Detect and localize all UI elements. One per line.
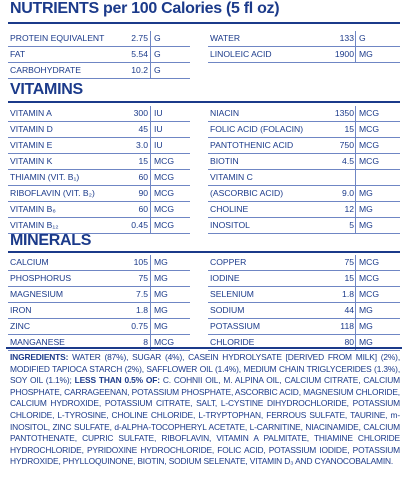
nutrient-name: (ASCORBIC ACID) <box>210 188 284 198</box>
nutrient-value: 75 <box>138 273 148 283</box>
nutrient-value: 1.8 <box>136 305 148 315</box>
nutrient-unit: MG <box>359 220 373 230</box>
nutrient-value: 5 <box>349 220 354 230</box>
nutrient-name: VITAMIN E <box>10 140 53 150</box>
nutrient-name: MAGNESIUM <box>10 289 63 299</box>
vitamins-heading <box>10 81 83 99</box>
nutrient-value: 1900 <box>334 49 354 59</box>
nutrient-row <box>208 47 400 63</box>
nutrient-unit: MCG <box>359 140 380 150</box>
nutrient-row <box>208 202 400 218</box>
nutrient-name: SELENIUM <box>210 289 254 299</box>
nutrient-row <box>8 202 190 218</box>
nutrient-row <box>8 63 190 79</box>
nutrient-unit: G <box>154 65 161 75</box>
nutrient-unit: G <box>154 49 161 59</box>
nutrient-row <box>208 138 400 154</box>
nutrient-value: 12 <box>344 204 354 214</box>
column-separator <box>355 31 356 63</box>
nutrient-row <box>8 319 190 335</box>
ingredients-label: INGREDIENTS: <box>10 352 69 362</box>
nutrient-unit: MCG <box>154 156 175 166</box>
nutrient-name: CHOLINE <box>210 204 249 214</box>
column-separator <box>355 106 356 234</box>
nutrient-unit: MCG <box>154 188 175 198</box>
nutrient-name: LINOLEIC ACID <box>210 49 272 59</box>
nutrient-name: NIACIN <box>210 108 240 118</box>
nutrient-unit: MG <box>359 305 373 315</box>
nutrient-row <box>8 255 190 271</box>
nutrient-value: 90 <box>138 188 148 198</box>
nutrient-value: 15 <box>344 273 354 283</box>
nutrient-name: COPPER <box>210 257 247 267</box>
nutrient-value: 10.2 <box>131 65 148 75</box>
nutrient-unit: MCG <box>359 289 380 299</box>
nutrient-row <box>8 122 190 138</box>
nutrient-row <box>208 106 400 122</box>
nutrient-name: IRON <box>10 305 32 315</box>
nutrient-value: 1.8 <box>342 289 354 299</box>
nutrient-value: 1350 <box>334 108 354 118</box>
nutrient-unit: MG <box>154 321 168 331</box>
nutrient-unit: MCG <box>359 108 380 118</box>
column-separator <box>150 31 151 79</box>
nutrient-unit: MCG <box>359 273 380 283</box>
nutrient-unit: MCG <box>359 156 380 166</box>
nutrient-row <box>208 303 400 319</box>
nutrient-unit: MG <box>359 204 373 214</box>
nutrient-unit: G <box>359 33 366 43</box>
nutrient-row <box>8 138 190 154</box>
nutrient-row <box>8 303 190 319</box>
minerals-left-table <box>8 255 190 351</box>
nutrient-unit: MG <box>154 273 168 283</box>
nutrient-value: 44 <box>344 305 354 315</box>
nutrient-row <box>8 31 190 47</box>
nutrient-row <box>208 170 400 186</box>
nutrient-name: SODIUM <box>210 305 245 315</box>
nutrient-name: MANGANESE <box>10 337 65 347</box>
nutrient-value: 15 <box>344 124 354 134</box>
nutrient-name: VITAMIN D <box>10 124 53 134</box>
nutrient-name: ZINC <box>10 321 31 331</box>
nutrient-row <box>208 287 400 303</box>
nutrient-unit: MG <box>359 188 373 198</box>
vitamins-title: VITAMINS <box>10 81 83 98</box>
nutrient-name: FAT <box>10 49 26 59</box>
nutrient-value: 2.75 <box>131 33 148 43</box>
nutrient-unit: G <box>154 33 161 43</box>
nutrient-unit: MCG <box>154 337 175 347</box>
nutrient-value: 9.0 <box>342 188 354 198</box>
nutrient-row <box>208 122 400 138</box>
column-separator <box>355 255 356 351</box>
nutrient-value: 133 <box>339 33 354 43</box>
nutrients-subtitle: per 100 Calories (5 fl oz) <box>103 0 280 17</box>
nutrient-row <box>208 255 400 271</box>
nutrient-name: PANTOTHENIC ACID <box>210 140 294 150</box>
nutrients-title: NUTRIENTS <box>10 0 99 17</box>
nutrient-name: INOSITOL <box>210 220 250 230</box>
nutrient-name: FOLIC ACID (FOLACIN) <box>210 124 304 134</box>
nutrient-value: 60 <box>138 204 148 214</box>
minerals-title: MINERALS <box>10 232 92 249</box>
nutrient-row <box>208 319 400 335</box>
nutrient-name: VITAMIN A <box>10 108 52 118</box>
nutrient-value: 80 <box>344 337 354 347</box>
nutrient-name: VITAMIN C <box>210 172 253 182</box>
nutrient-value: 750 <box>339 140 354 150</box>
nutrient-name: THIAMIN (VIT. B₁) <box>10 172 80 182</box>
ingredients-less-than: LESS THAN 0.5% OF: <box>74 375 160 386</box>
nutrient-name: BIOTIN <box>210 156 239 166</box>
nutrient-unit: IU <box>154 108 163 118</box>
nutrient-row <box>8 170 190 186</box>
nutrient-value: 0.45 <box>131 220 148 230</box>
nutrient-row <box>208 271 400 287</box>
nutrient-unit: IU <box>154 140 163 150</box>
nutrient-unit: MCG <box>359 124 380 134</box>
vitamins-left-table <box>8 106 190 234</box>
minerals-heading <box>10 232 91 250</box>
nutrient-name: CARBOHYDRATE <box>10 65 81 75</box>
nutrient-row <box>8 271 190 287</box>
nutrient-value: 5.54 <box>131 49 148 59</box>
nutrients-heading <box>10 0 279 18</box>
nutrient-row <box>208 218 400 234</box>
nutrient-value: 15 <box>138 156 148 166</box>
nutrient-name: VITAMIN K <box>10 156 53 166</box>
ingredients-text-main: WATER (87%), SUGAR (4%), CASEIN HYDROLYSATE [DERIVED FROM MILK] (2%), MODIFIED TAPIOCA STARCH (2%), SAFFLOWER OIL (1.4%), MEDIUM CHAIN TRIGLYCERIDES (1.3%), SOY OIL (1.1%); <box>10 352 400 386</box>
nutrient-value: 75 <box>344 257 354 267</box>
nutrient-unit: MG <box>359 337 373 347</box>
nutrient-value: 0.75 <box>131 321 148 331</box>
nutrient-row <box>208 31 400 47</box>
nutrient-unit: MG <box>154 289 168 299</box>
nutrient-row <box>8 287 190 303</box>
nutrient-row <box>8 106 190 122</box>
nutrient-row <box>208 154 400 170</box>
nutrient-row <box>208 186 400 202</box>
nutrient-unit: MCG <box>359 257 380 267</box>
nutrient-unit: MCG <box>154 204 175 214</box>
nutrient-value: 60 <box>138 172 148 182</box>
nutrient-unit: MG <box>359 321 373 331</box>
nutrient-unit: MCG <box>154 220 175 230</box>
nutrient-name: CHLORIDE <box>210 337 255 347</box>
nutrient-unit: MG <box>359 49 373 59</box>
nutrient-name: POTASSIUM <box>210 321 260 331</box>
nutrient-name: RIBOFLAVIN (VIT. B₂) <box>10 188 95 198</box>
nutrient-name: VITAMIN B₁₂ <box>10 220 59 230</box>
section-rule <box>8 251 400 253</box>
nutrient-value: 118 <box>340 321 354 331</box>
column-separator <box>150 106 151 234</box>
nutrient-unit: MG <box>154 305 168 315</box>
nutrient-value: 3.0 <box>136 140 148 150</box>
vitamins-right-table <box>208 106 400 234</box>
nutrients-right-table <box>208 31 400 63</box>
ingredients-text-minor: C. COHNII OIL, M. ALPINA OIL, CALCIUM CITRATE, CALCIUM PHOSPHATE, CARRAGEENAN, POTASSIUM PHOSPHATE, ASCORBIC ACID, MAGNESIUM CHLORIDE, CALCIUM HYDROXIDE, POTASSIUM CITRATE, SALT, L-CYSTINE DIHYDROCHLORIDE, POTASSIUM CHLORIDE, L-TYROSINE, CHOLINE CHLORIDE, L-TRYPTOPHAN, FERROUS SULFATE, TAURINE, m-INOSITOL, ZINC SULFATE, d-ALPHA-TOCOPHERYL ACETATE, L-CARNITINE, NIACINAMIDE, CALCIUM PANTOTHENATE, CUPRIC SULFATE, RIBOFLAVIN, VITAMIN A PALMITATE, THIAMINE CHLORIDE HYDROCHLORIDE, PYRIDOXINE HYDROCHLORIDE, FOLIC ACID, POTASSIUM IODIDE, POTASSIUM HYDROXIDE, PHYLLOQUINONE, BIOTIN, SODIUM SELENATE, VITAMIN D₃ AND CYANOCOBALAMIN. <box>10 375 400 467</box>
nutrient-unit: MCG <box>154 172 175 182</box>
nutrient-name: PROTEIN EQUIVALENT <box>10 33 105 43</box>
nutrient-row <box>8 154 190 170</box>
nutrient-value: 7.5 <box>136 289 148 299</box>
nutrient-unit: MG <box>154 257 168 267</box>
nutrient-value: 4.5 <box>342 156 354 166</box>
nutrient-row <box>8 47 190 63</box>
section-rule <box>8 22 400 24</box>
nutrient-unit: IU <box>154 124 163 134</box>
ingredients-paragraph <box>10 352 400 468</box>
nutrient-name: CALCIUM <box>10 257 49 267</box>
nutrient-name: WATER <box>210 33 241 43</box>
section-rule <box>8 101 400 103</box>
nutrient-name: IODINE <box>210 273 240 283</box>
minerals-right-table <box>208 255 400 351</box>
nutrient-value: 105 <box>133 257 148 267</box>
column-separator <box>150 255 151 351</box>
nutrient-value: 300 <box>133 108 148 118</box>
nutrient-row <box>8 186 190 202</box>
nutrient-name: PHOSPHORUS <box>10 273 72 283</box>
nutrients-left-table <box>8 31 190 79</box>
nutrient-value: 8 <box>143 337 148 347</box>
nutrient-name: VITAMIN B₆ <box>10 204 56 214</box>
nutrient-value: 45 <box>138 124 148 134</box>
